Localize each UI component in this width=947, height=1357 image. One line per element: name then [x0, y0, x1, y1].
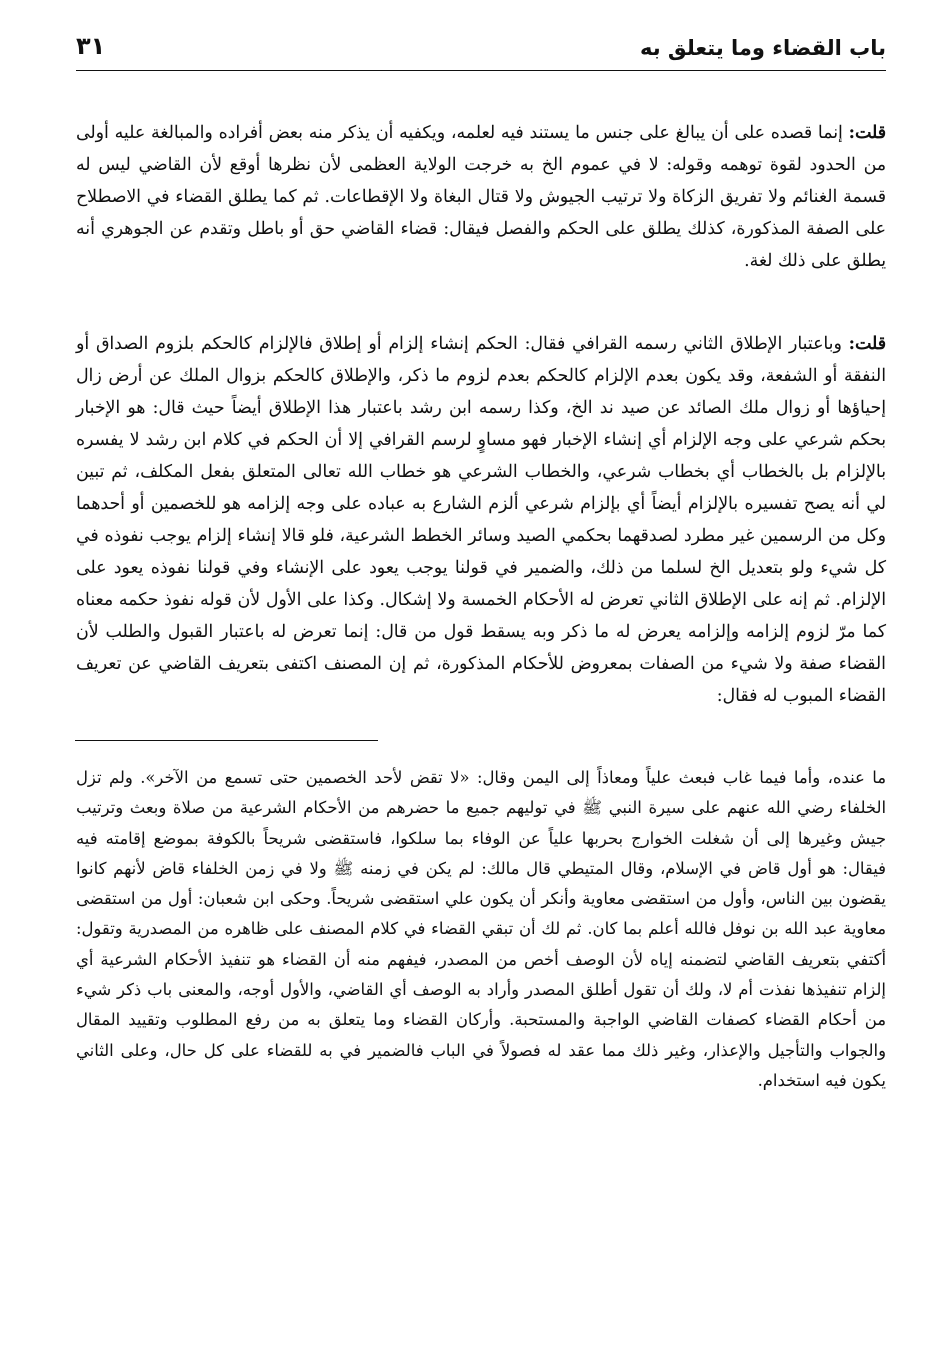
- running-header: [76, 22, 886, 71]
- paragraph-text: إنما قصده على أن يبالغ على جنس ما يستند فيه لعلمه، ويكفيه أن يذكر منه بعض أفراده والمبالغة عليه أولى من الحدود لقوة توهمه وقوله: لا في عموم الخ به خرجت الولاية العظمى لأن نظرها أوقع لأن القاضي ليس له قسمة الغنائم ولا تفريق الزكاة ولا ترتيب الجيوش ولا قتال البغاة ولا الإقطاعات. ثم كما يطلق القضاء في الاصطلاح على الصفة المذكورة، كذلك يطلق على الحكم والفصل فيقال: قضاء القاضي حق أو باطل وتقدم عن الجوهري أنه يطلق على ذلك لغة.: [76, 123, 886, 271]
- footnote-divider: [75, 740, 378, 741]
- paragraph-text: وباعتبار الإطلاق الثاني رسمه القرافي فقال: الحكم إنشاء إلزام أو إطلاق فالإلزام كالحكم بلزوم الصداق أو النفقة أو الشفعة، وقد يكون بعدم الإلزام كالحكم بعدم لزوم ما ذكر، والإطلاق كالحكم بزوال الملك عن أرض زال إحياؤها أو زوال ملك الصائد عن صيد ند الخ، وكذا رسمه ابن رشد باعتبار هذا الإطلاق أيضاً حيث قال: هو الإخبار بحكم شرعي على وجه الإلزام أي إنشاء الإخبار فهو مساوٍ لرسم القرافي إلا أن الحكم في كلام ابن رشد لا يفسره بالإلزام بل بالخطاب أي بخطاب شرعي، والخطاب الشرعي هو خطاب الله تعالى المتعلق بفعل المكلف، ثم تبين لي أنه يصح تفسيره بالإلزام أيضاً أي بإلزام شرعي ألزم الشارع به عباده على وجه إلزامه هو للخصمين أو أحدهما وكل من الرسمين غير مطرد لصدقهما بحكمي الصيد وسائر الخطط الشرعية، فلو قالا إنشاء إلزام يوجب نفوذه في كل شيء ولو بتعديل الخ لسلما من ذلك، والضمير في قولنا يوجب يعود على الإنشاء وفي قولنا نفوذه يعود على الإلزام. ثم إنه على الإطلاق الثاني تعرض له الأحكام الخمسة ولا إشكال. وكذا على الأول لأن قوله نفوذ حكمه معناه كما مرّ لزوم إلزامه وإلزامه يعرض له ما ذكر وبه يسقط قول من قال: إنما تعرض له باعتبار القبول والطلب لأن القضاء صفة ولا شيء من الصفات بمعروض للأحكام المذكورة، ثم إن المصنف اكتفى بتعريف القاضي عن تعريف القضاء المبوب له فقال:: [76, 334, 886, 706]
- body-paragraph: [76, 328, 886, 712]
- paragraph-label: قلت:: [848, 123, 886, 143]
- chapter-title: باب القضاء وما يتعلق به: [639, 36, 886, 60]
- footnote-text: ما عنده، وأما فيما غاب فبعث علياً ومعاذاً إلى اليمن وقال: «لا تقض لأحد الخصمين حتى تسمع من الآخر». ولم تزل الخلفاء رضي الله عنهم على سيرة النبي ﷺ في توليهم جميع ما حضرهم من الأحكام الشرعية من صلاة وبعث وترتيب جيش وغيرها إلى أن شغلت الخوارج بحربها علياً عن الوفاء بما سلكوا، فاستقضى شريحاً بالكوفة بموضع إقامته فيه فيقال: هو أول قاض في الإسلام، وقال المتيطي قال مالك: لم يكن في زمنه ﷺ ولا في زمن الخلفاء قاض لأنهم كانوا يقضون بين الناس، وأول من استقضى معاوية وأنكر أن يكون علي استقضى شريحاً. وحكى ابن شعبان: أول من استقضى معاوية عبد الله بن نوفل فالله أعلم بما كان. ثم لك أن تبقي القضاء في كلام المصنف على ظاهره من المصدرية وتقول: أكتفي بتعريف القاضي لتضمنه إياه لأن الوصف أخص من المصدر، فيفهم منه أن القضاء هو تنفيذ الأحكام الشرعية أي إلزام تنفيذها نفذت أم لا، ولك أن تقول أطلق المصدر وأراد به الوصف أي القاضي، والأول أوجه، والمعنى باب ذكر شيء من أحكام القضاء كصفات القاضي الواجبة والمستحبة. وأركان القضاء وما يتعلق به من رفع المطلوب وتقييد المقال والجواب والتأجيل والإعذار، وغير ذلك مما عقد له فصولاً في الباب فالضمير في به للقضاء على كل حال، وعلى الثاني يكون فيه استخدام.: [76, 768, 886, 1090]
- page-number: ٣١: [76, 32, 106, 60]
- body-paragraph: [76, 117, 886, 277]
- paragraph-label: قلت:: [848, 334, 886, 354]
- book-page: [76, 22, 886, 1342]
